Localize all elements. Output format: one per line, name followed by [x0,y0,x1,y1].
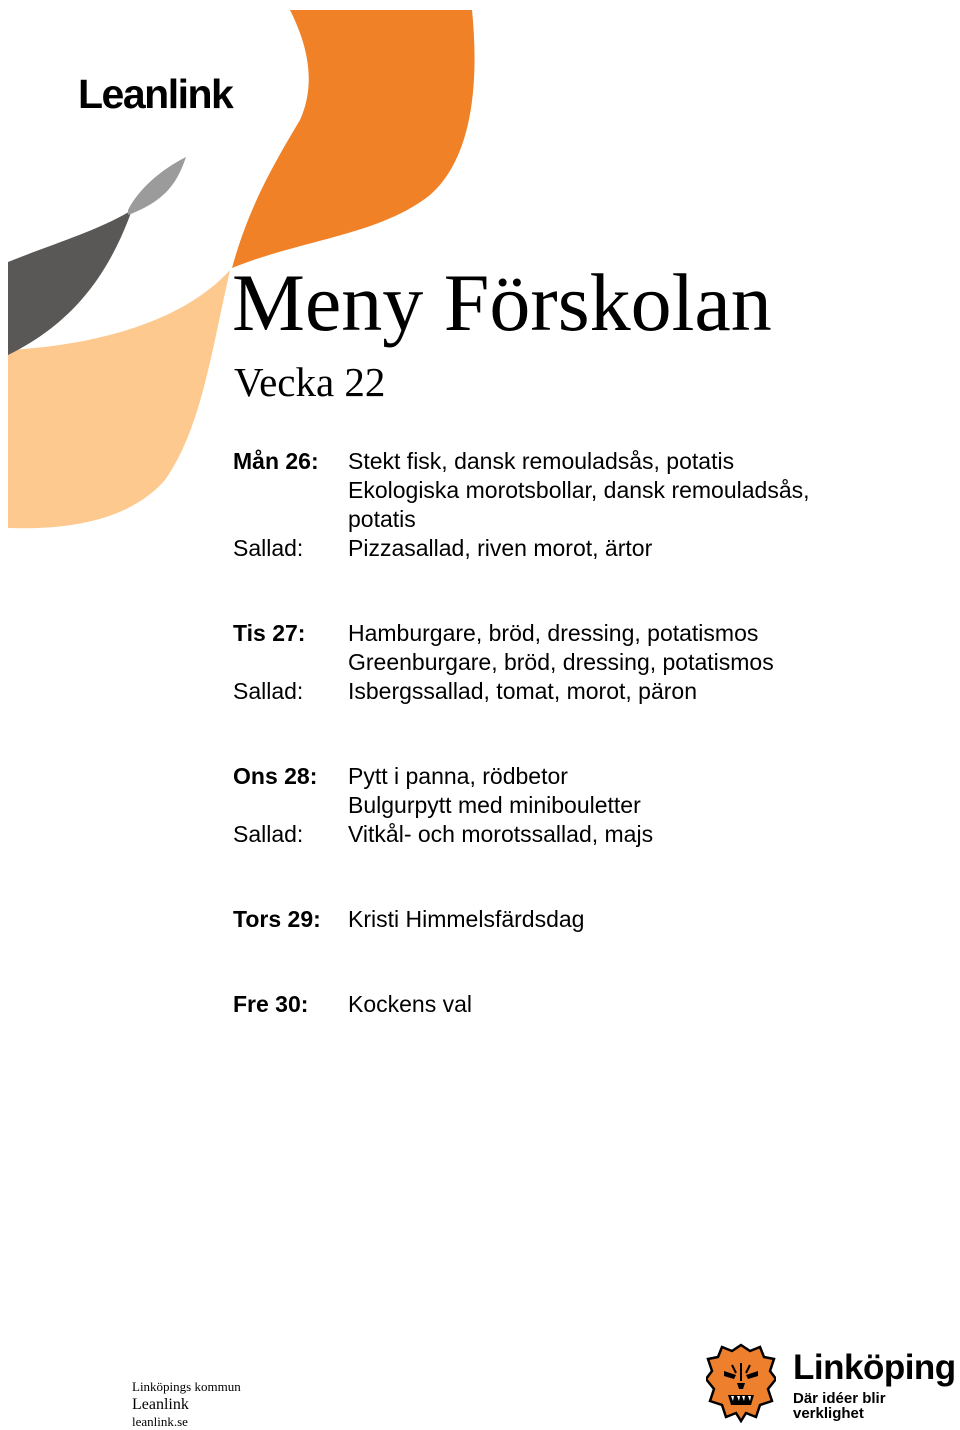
footer-org: Linköpings kommun [132,1379,241,1394]
dish: Kockens val [348,991,473,1017]
menu-row [233,762,933,791]
menu-row [233,820,933,849]
week-subtitle: Vecka 22 [234,359,386,405]
page-title: Meny Förskolan [232,257,772,348]
dish: Greenburgare, bröd, dressing, potatismos [348,649,774,675]
footer [132,1378,241,1430]
dark-gray-swoosh [8,210,132,355]
salad-label: Sallad: [233,678,304,704]
menu-row [233,476,933,505]
dish: Ekologiska morotsbollar, dansk remouladsås, [348,477,810,503]
menu-row [233,534,933,563]
menu-row [233,677,933,706]
dish: Hamburgare, bröd, dressing, potatismos [348,620,759,646]
day-label: Tors 29: [233,906,321,932]
salad: Isbergssallad, tomat, morot, päron [348,678,697,704]
dish: potatis [348,506,416,532]
light-gray-swoosh [128,157,186,215]
salad-label: Sallad: [233,821,304,847]
menu-day-thursday [233,905,933,934]
menu-row [233,505,933,534]
lion-icon [706,1343,776,1423]
day-label: Tis 27: [233,620,306,646]
footer-brand: Leanlink [132,1396,189,1413]
dish: Bulgurpytt med minibouletter [348,792,641,818]
menu-row [233,791,933,820]
menu-day-friday [233,990,933,1019]
menu-day-monday [233,447,933,563]
menu-row [233,619,933,648]
orange-swoosh [232,10,475,268]
salad: Pizzasallad, riven morot, ärtor [348,535,653,561]
menu-row [233,648,933,677]
menu-row [233,905,933,934]
dish: Stekt fisk, dansk remouladsås, potatis [348,448,735,474]
weekly-menu [233,447,933,1075]
menu-row [233,447,933,476]
brand-logo-text: Leanlink [78,71,233,117]
salad-label: Sallad: [233,535,304,561]
dish: Kristi Himmelsfärdsdag [348,906,585,932]
menu-row [233,990,933,1019]
municipality-tagline: Där idéer blir verklighet [793,1390,886,1422]
menu-day-tuesday [233,619,933,706]
footer-website: leanlink.se [132,1414,188,1429]
day-label: Fre 30: [233,991,309,1017]
salad: Vitkål- och morotssallad, majs [348,821,654,847]
day-label: Ons 28: [233,763,318,789]
municipality-name: Linköping [793,1348,956,1387]
day-label: Mån 26: [233,448,319,474]
dish: Pytt i panna, rödbetor [348,763,568,789]
menu-day-wednesday [233,762,933,849]
